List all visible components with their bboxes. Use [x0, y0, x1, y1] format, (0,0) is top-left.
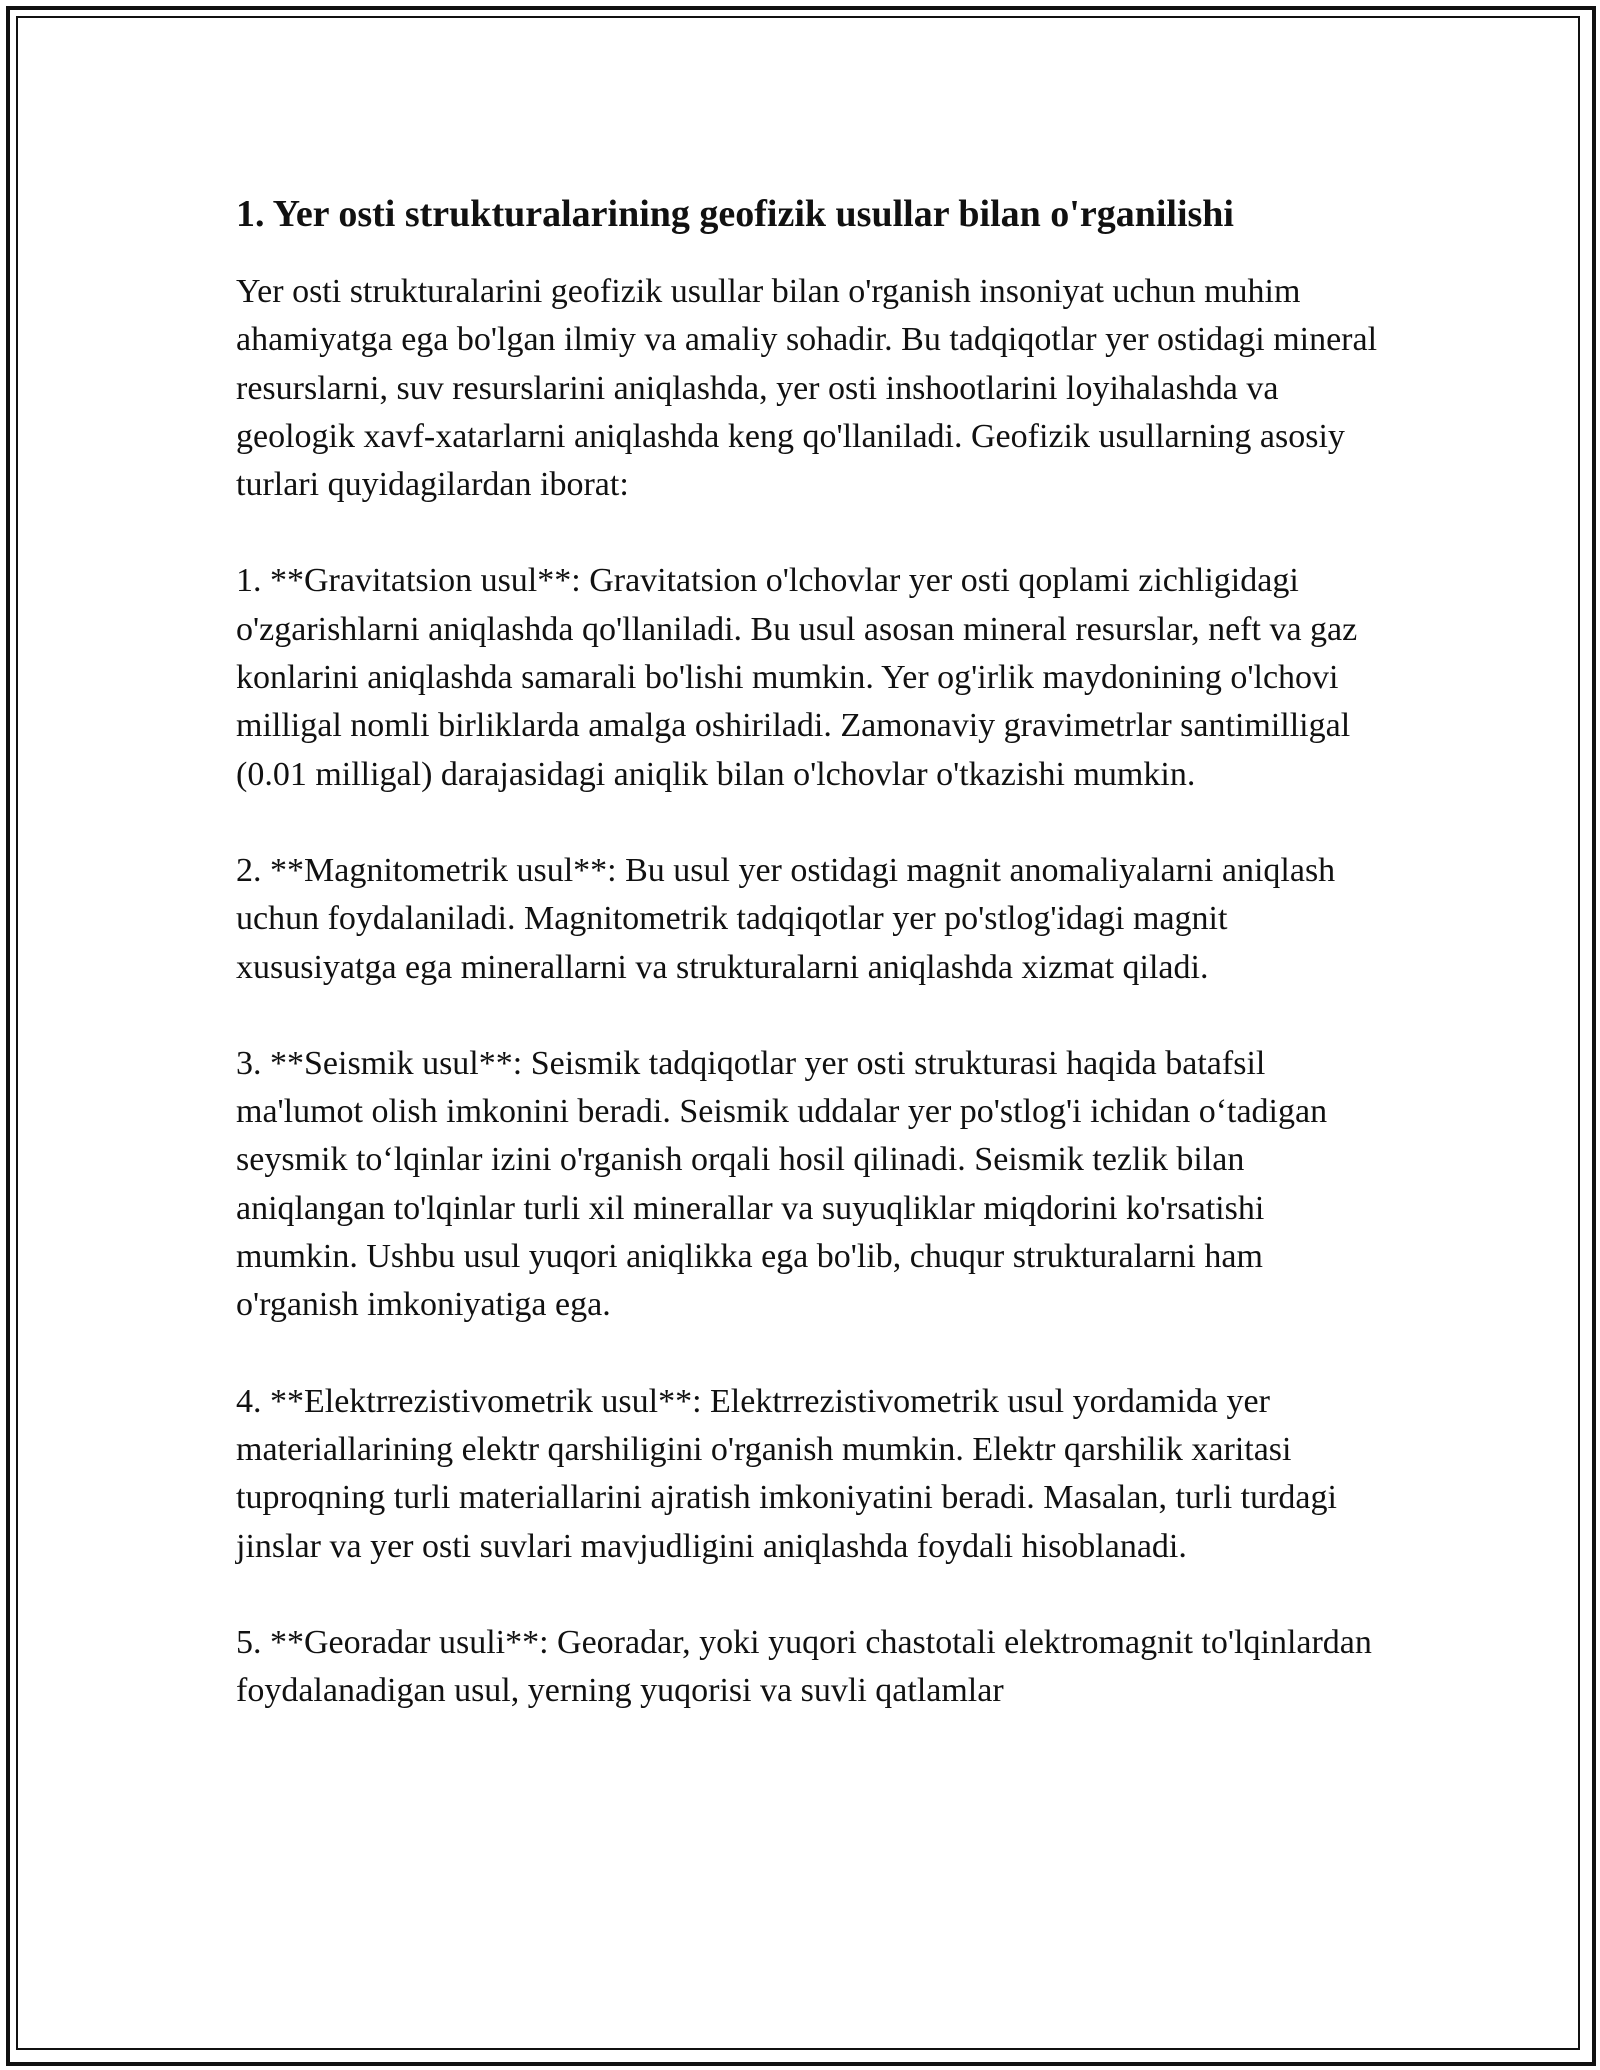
resistivity-method-paragraph: 4. **Elektrrezistivometrik usul**: Elektrrezistivometrik usul yordamida yer materiallarining elektr qarshiligini o'rganish mumkin. Elektr qarshilik xaritasi tuproqning turli materiallarini ajratish imkoniyatini beradi. Masalan, turli turdagi jinslar va yer osti suvlari mavjudligini aniqlashda foydali hisoblanadi. [236, 1382, 1337, 1565]
magnetometric-method-paragraph: 2. **Magnitometrik usul**: Bu usul yer ostidagi magnit anomaliyalarni aniqlash uchun foydalaniladi. Magnitometrik tadqiqotlar yer po'stlog'idagi magnit xususiyatga ega minerallarni va strukturalarni aniqlashda xizmat qiladi. [236, 851, 1336, 986]
document-body [236, 186, 1386, 1715]
georadar-method-paragraph: 5. **Georadar usuli**: Georadar, yoki yuqori chastotali elektromagnit to'lqinlardan foydalanadigan usul, yerning yuqorisi va suvli qatlamlar [236, 1623, 1372, 1710]
intro-paragraph: Yer osti strukturalarini geofizik usullar bilan o'rganish insoniyat uchun muhim ahamiyatga ega bo'lgan ilmiy va amaliy sohadir. Bu tadqiqotlar yer ostidagi mineral resurslarni, suv resurslarini aniqlashda, yer osti inshootlarini loyihalashda va geologik xavf-xatarlarni aniqlashda keng qo'llaniladi. Geofizik usullarning asosiy turlari quyidagilardan iborat: [236, 273, 1378, 504]
document-title: 1. Yer osti strukturalarining geofizik usullar bilan o'rganilishi [236, 193, 1234, 235]
seismic-method-paragraph: 3. **Seismik usul**: Seismik tadqiqotlar yer osti strukturasi haqida batafsil ma'lumot olish imkonini beradi. Seismik uddalar yer po'stlog'i ichidan o‘tadigan seysmik to‘lqinlar izini o'rganish orqali hosil qilinadi. Seismik tezlik bilan aniqlangan to'lqinlar turli xil minerallar va suyuqliklar miqdorini ko'rsatishi mumkin. Ushbu usul yuqori aniqlikka ega bo'lib, chuqur strukturalarni ham o'rganish imkoniyatiga ega. [236, 1044, 1328, 1324]
gravity-method-paragraph: 1. **Gravitatsion usul**: Gravitatsion o'lchovlar yer osti qoplami zichligidagi o'zgarishlarni aniqlashda qo'llaniladi. Bu usul asosan mineral resurslar, neft va gaz konlarini aniqlashda samarali bo'lishi mumkin. Yer og'irlik maydonining o'lchovi milligal nomli birliklarda amalga oshiriladi. Zamonaviy gravimetrlar santimilligal (0.01 milligal) darajasidagi aniqlik bilan o'lchovlar o'tkazishi mumkin. [236, 562, 1358, 793]
